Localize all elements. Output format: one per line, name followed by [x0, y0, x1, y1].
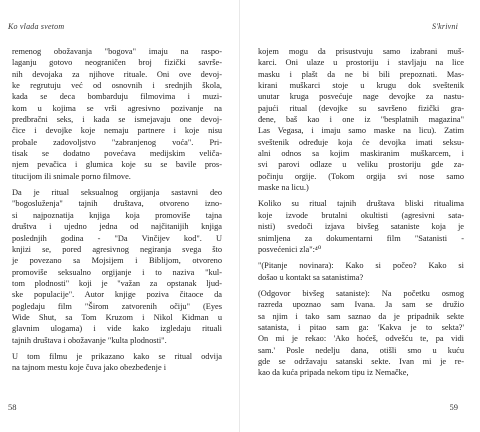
text-line: ske populacije". Autor knjige poziva čitaoce da [12, 290, 222, 300]
text-line: đene, baš kao i one iz "besplatnih magazina" [258, 115, 464, 125]
text-line: njem pevačica i glumica koje su se bavile pros- [12, 160, 222, 170]
page-number: 58 [8, 402, 17, 412]
text-line: unutar kruga posvećuje nage devojke za nastu- [258, 92, 464, 102]
text-line: tisak se dodatno povećava medijskim veliča- [12, 149, 222, 159]
running-head: Ko vlada svetom [8, 22, 65, 31]
text-line: promoviše seksualno orgijanje i to naziva "kul- [12, 267, 222, 277]
text-line: društva i ujedno jedna od najčitanijih knjiga [12, 222, 222, 232]
text-line: koje izvode brutalni okultisti (agresivni sata- [258, 210, 464, 220]
paragraph [258, 288, 464, 379]
paragraph [12, 351, 222, 374]
text-line: gde se održavaju satanski sekte. Ivan mi je re- [258, 356, 464, 366]
text-line: počinju orgije. (Tokom orgija svi nose samo [258, 171, 464, 181]
text-line: kojem mogu da prisustvuju samo izabrani muš- [258, 47, 464, 56]
text-line: sam.' Posle nedelju dana, otišli smo u kuću [258, 345, 464, 355]
running-head: S'krivni [432, 22, 458, 31]
right-page [240, 0, 480, 432]
text-line: pajući ritual (devojke su savršeno fizički gra- [258, 103, 464, 113]
text-line: laganju gotovo neograničen broj fizički savrše- [12, 58, 222, 68]
text-line: poslednjih godina - "Da Vinčijev kod". U [12, 233, 222, 243]
text-line: posvećenici zla":⁴⁰ [258, 244, 322, 254]
text-line: Las Vegasa, i imaju samo maske na licu). Zatim [258, 126, 464, 136]
text-line: "(Pitanje novinara): Kako si počeo? Kako si [258, 261, 464, 271]
text-line: čice i devojke koje nemaju partnere i koje nisu [12, 126, 222, 136]
text-line: došao u kontakt sa satanistima? [258, 272, 364, 282]
text-line: na tajnom mestu koje čuva jako obezbeđenje i [12, 363, 167, 373]
text-line: knjizi se, pored agresivnog negiranja svega što [12, 244, 222, 254]
text-line: satanista, i pitao sam ga: 'Kakva je to sekta?' [258, 322, 464, 332]
text-line: sveštenik određuje koja će devojka imati seksu- [258, 137, 464, 147]
text-line: masku i plašt da ne bi bili prepoznati. Mas- [258, 69, 464, 79]
paragraph [258, 46, 464, 193]
text-line: On mi je rekao: 'Ako hoćeš, odvešću te, pa vidi [258, 334, 464, 344]
text-line: kirani muškarci stoje u krugu dok sveštenik [258, 81, 464, 91]
body-text [258, 46, 464, 379]
text-line: glavnim ulogama) i vide kako izgledaju rituali [12, 324, 222, 334]
text-line: titucijom ili snimale porno filmove. [12, 171, 131, 181]
text-line: ke regrutuju već od osnovnih i srednjih škola, [12, 81, 222, 91]
body-text [12, 46, 222, 374]
paragraph [258, 260, 464, 283]
text-line: kao da kuća pripada nekom tipu iz Nemačke, [258, 368, 409, 378]
paragraph [12, 187, 222, 346]
text-line: tajnih društava i obožavanje "kulta plodnosti". [12, 335, 167, 345]
text-line: "bogosluženja" tajnih društava, otvoreno izno- [12, 199, 222, 209]
paragraph [258, 198, 464, 255]
text-line: kada se deca bombarduju filmovima i muzi- [12, 92, 222, 102]
text-line: maske na licu.) [258, 183, 309, 193]
text-line: si najpoznatija knjiga koja promoviše tajna [12, 210, 222, 220]
text-line: nih devojaka za njihove rituale. Oni ove devoj- [12, 69, 222, 79]
text-line: (Odgovor bivšeg sataniste): Na početku osmog [258, 288, 464, 298]
text-line: snimljena za dokumentarni film "Satanisti - [258, 233, 464, 243]
text-line: alni odnos sa kojim maskiranim muškarcem, i [258, 149, 464, 159]
text-line: svi parovi odlaze u veliku prostoriju gde za- [258, 160, 464, 170]
paragraph [12, 46, 222, 182]
text-line: probale zadovoljstvo "zabranjenog voća". Pri- [12, 137, 222, 147]
text-line: U tom filmu je prikazano kako se ritual odvija [12, 351, 222, 361]
text-line: Koliko su ritual tajnih društava bliski ritualima [258, 199, 464, 209]
text-line: Wide Shut, sa Tom Kruzom i Nikol Kidman u [12, 312, 222, 322]
text-line: sa njim i tako sam saznao da je pripadnik sekte [258, 311, 464, 321]
text-line: tom plodnosti" koji je "važan za opstanak ljud- [12, 278, 222, 288]
text-line: razreda upoznao sam Ivana. Ja sam se družio [258, 300, 464, 310]
text-line: remenog obožavanja "bogova" imaju na raspo- [12, 47, 222, 56]
text-line: karci. Oni ulaze u prostoriju i stavljaju na lice [258, 58, 464, 68]
text-line: kom u kojima se vrši agresivno pozivanje na [12, 103, 222, 113]
text-line: Da je ritual seksualnog orgijanja sastavni deo [12, 188, 222, 198]
text-line: nisti) svedoči izjava bivšeg sataniste koja je [258, 222, 464, 232]
text-line: je povezano sa Mojsijem i Biblijom, otvoreno [12, 256, 222, 266]
text-line: predbračni seks, i kada se ismejavaju one devoj- [12, 115, 222, 125]
page-number: 59 [449, 402, 458, 412]
text-line: pogledaju film "Širom zatvorenih očiju" (Eyes [12, 301, 222, 311]
